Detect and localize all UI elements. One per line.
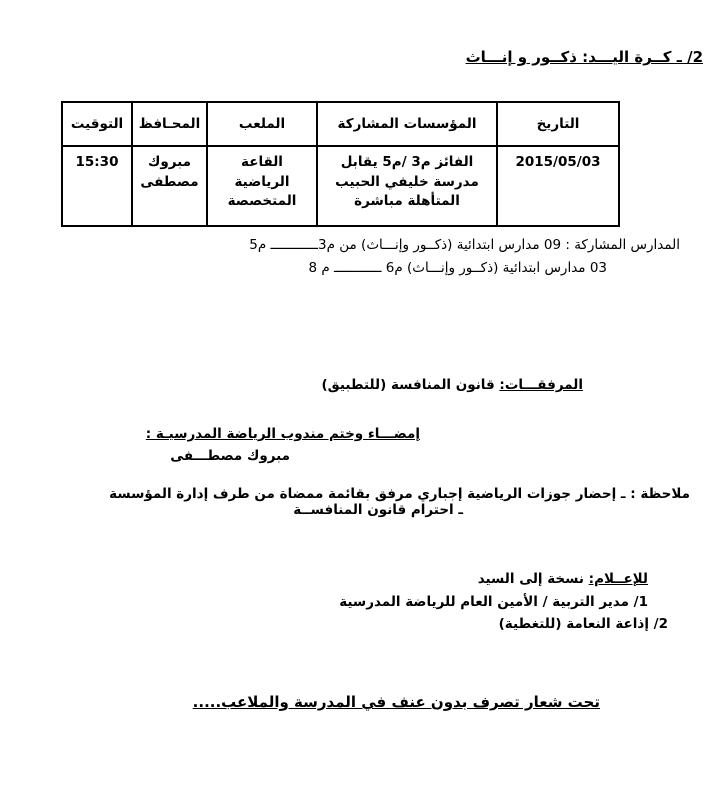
signature-caption: إمضـــاء وختم مندوب الرياضة المدرسيـة : [145, 426, 420, 442]
header-time: التوقيت [62, 102, 132, 146]
slogan: تحت شعار تصرف بدون عنف في المدرسة والملاعب..... [192, 693, 600, 711]
info-heading [339, 568, 648, 591]
note-line-1: ملاحظة : ـ إحضار جوزات الرياضية إجباري مرفق بقائمة ممضاة من طرف إدارة المؤسسة [109, 486, 690, 502]
info-label: للإعــلام: [588, 571, 648, 587]
info-heading-rest: نسخة إلى السيد [477, 571, 589, 587]
attachments-line [321, 377, 583, 393]
cell-venue-text: القاعة الرياضية المتخصصة [227, 154, 297, 210]
schools-line-2: 03 مدارس ابتدائية (ذكــور وإنـــاث) م6 ــــــــــــ م 8 [308, 260, 607, 276]
cell-institutions-text: الفائز م3 /م5 يقابل مدرسة خليفي الحبيب المتأهلة مباشرة [335, 154, 479, 210]
header-date: التاريخ [497, 102, 619, 146]
signature-name: مبروك مصطـــفى [170, 448, 290, 464]
table-header-row [62, 102, 619, 146]
info-item-1: 1/ مدير التربية / الأمين العام للرياضة المدرسية [339, 593, 648, 610]
attachments-label: المرفقـــات: [499, 377, 583, 393]
info-block [339, 568, 668, 636]
header-supervisor: المحـافظ [132, 102, 207, 146]
attachments-text: قانون المنافسة (للتطبيق) [321, 377, 500, 393]
cell-time: 15:30 [62, 146, 132, 226]
cell-institutions [317, 146, 497, 226]
table-row [62, 146, 619, 226]
schedule-table-wrapper [61, 101, 620, 227]
header-venue: الملعب [207, 102, 317, 146]
schedule-table [61, 101, 620, 227]
note-block [109, 486, 690, 518]
cell-date: 2015/05/03 [497, 146, 619, 226]
schools-line-1: المدارس المشاركة : 09 مدارس ابتدائية (ذكــور وإنـــاث) من م3ــــــــــــ م5 [249, 237, 680, 253]
participating-schools [249, 234, 680, 280]
note-line-2: ـ احترام قانون المنافســة [293, 502, 463, 518]
page-title: 2/ ـ كــرة اليـــد: ذكــور و إنـــاث [465, 48, 703, 66]
header-institutions: المؤسسات المشاركة [317, 102, 497, 146]
cell-supervisor [132, 146, 207, 226]
cell-venue [207, 146, 317, 226]
info-item-2: 2/ إذاعة النعامة (للتغطية) [498, 616, 668, 632]
cell-supervisor-text: مبروك مصطفى [140, 154, 199, 190]
